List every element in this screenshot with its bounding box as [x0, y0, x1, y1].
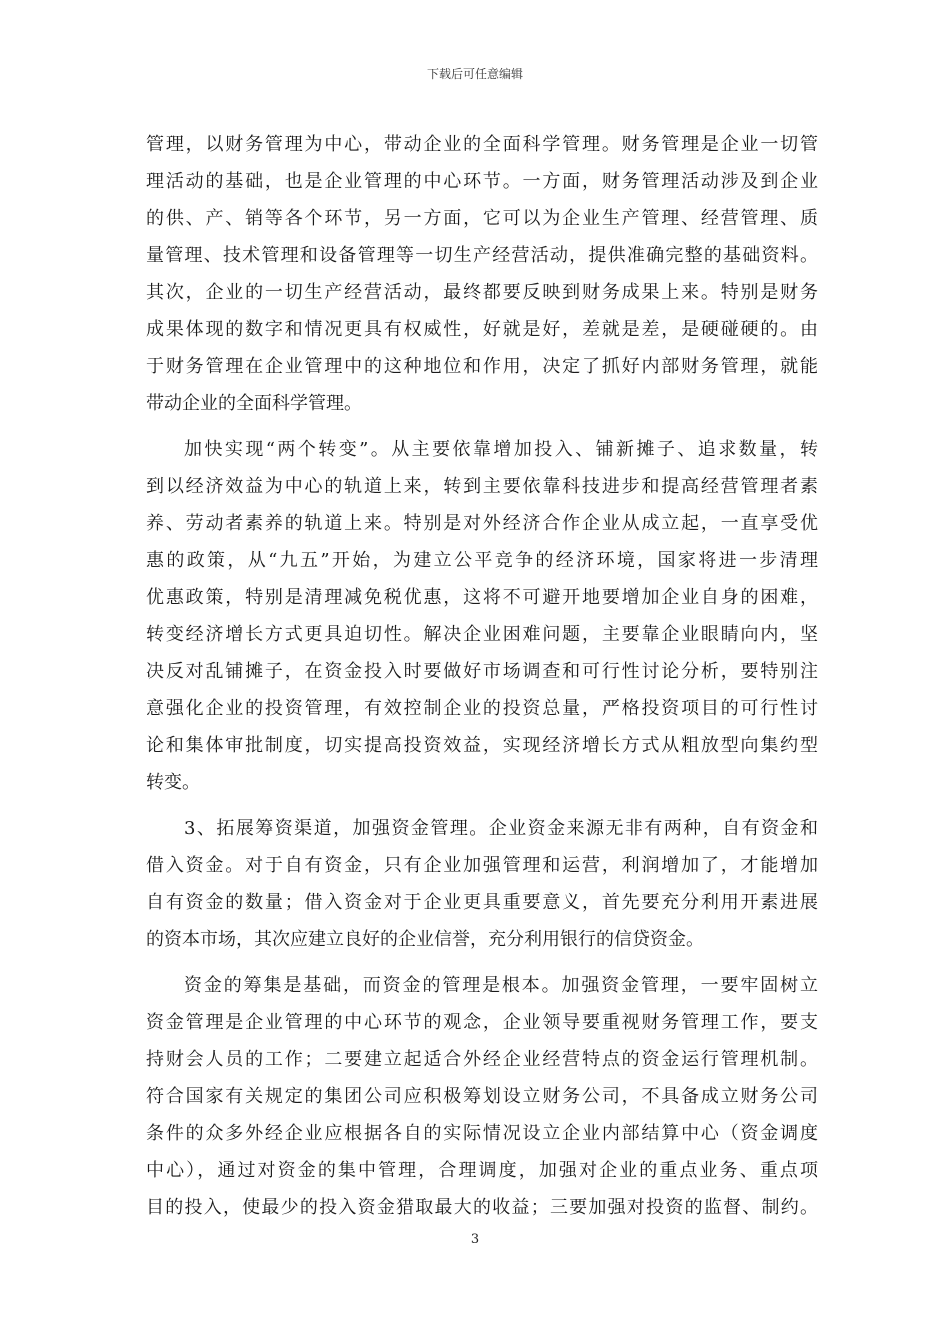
text-line: 意强化企业的投资管理，有效控制企业的投资总量，严格投资项目的可行性讨 — [146, 698, 818, 719]
paragraph-financing-channels — [146, 810, 818, 958]
document-body — [146, 126, 818, 1226]
text-line: 到以经济效益为中心的轨道上来，转到主要依靠科技进步和提高经营管理者素 — [146, 476, 818, 497]
text-line: 优惠政策，特别是清理减免税优惠，这将不可避开地要增加企业自身的困难， — [146, 587, 818, 608]
text-line: 转变经济增长方式更具迫切性。解决企业困难问题，主要靠企业眼睛向内，坚 — [146, 624, 818, 645]
text-line: 持财会人员的工作；二要建立起适合外经企业经营特点的资金运行管理机制。 — [146, 1049, 818, 1070]
text-line: 中心），通过对资金的集中管理，合理调度，加强对企业的重点业务、重点项 — [146, 1160, 818, 1181]
text-line: 借入资金。对于自有资金，只有企业加强管理和运营，利润增加了，才能增加 — [146, 855, 818, 876]
text-line: 的供、产、销等各个环节，另一方面，它可以为企业生产管理、经营管理、质 — [146, 208, 818, 229]
paragraph-fund-management — [146, 967, 818, 1226]
text-line: 带动企业的全面科学管理。 — [146, 393, 362, 414]
text-line: 转变。 — [146, 772, 200, 793]
text-line: 自有资金的数量；借入资金对于企业更具重要意义，首先要充分利用开素进展 — [146, 892, 818, 913]
text-line: 的资本市场，其次应建立良好的企业信誉，充分利用银行的信贷资金。 — [146, 929, 704, 950]
text-line: 其次，企业的一切生产经营活动，最终都要反映到财务成果上来。特别是财务 — [146, 282, 818, 303]
text-line: 理活动的基础，也是企业管理的中心环节。一方面，财务管理活动涉及到企业 — [146, 171, 818, 192]
paragraph-financial-management — [146, 126, 818, 422]
text-line: 符合国家有关规定的集团公司应积极筹划设立财务公司，不具备成立财务公司 — [146, 1086, 818, 1107]
page-number: 3 — [470, 1232, 480, 1247]
text-line: 成果体现的数字和情况更具有权威性，好就是好，差就是差，是硬碰硬的。由 — [146, 319, 818, 340]
text-line: 决反对乱铺摊子，在资金投入时要做好市场调查和可行性讨论分析，要特别注 — [146, 661, 818, 682]
text-line: 管理，以财务管理为中心，带动企业的全面科学管理。财务管理是企业一切管 — [146, 134, 818, 155]
text-line: 于财务管理在企业管理中的这种地位和作用，决定了抓好内部财务管理，就能 — [146, 356, 818, 377]
page-header: 下载后可任意编辑 — [426, 67, 523, 81]
text-line: 3、拓展筹资渠道，加强资金管理。企业资金来源无非有两种，自有资金和 — [184, 818, 818, 839]
paragraph-two-transformations — [146, 431, 818, 801]
text-line: 量管理、技术管理和设备管理等一切生产经营活动，提供准确完整的基础资料。 — [146, 245, 818, 266]
text-line: 加快实现“两个转变”。从主要依靠增加投入、铺新摊子、追求数量，转 — [184, 439, 818, 460]
text-line: 目的投入，使最少的投入资金猎取最大的收益；三要加强对投资的监督、制约。 — [146, 1197, 818, 1218]
text-line: 养、劳动者素养的轨道上来。特别是对外经济合作企业从成立起，一直享受优 — [146, 513, 818, 534]
text-line: 资金的筹集是基础，而资金的管理是根本。加强资金管理，一要牢固树立 — [184, 975, 818, 996]
text-line: 条件的众多外经企业应根据各自的实际情况设立企业内部结算中心（资金调度 — [146, 1123, 818, 1144]
text-line: 惠的政策，从“九五”开始，为建立公平竞争的经济环境，国家将进一步清理 — [146, 550, 818, 571]
text-line: 资金管理是企业管理的中心环节的观念，企业领导要重视财务管理工作，要支 — [146, 1012, 818, 1033]
text-line: 论和集体审批制度，切实提高投资效益，实现经济增长方式从粗放型向集约型 — [146, 735, 818, 756]
